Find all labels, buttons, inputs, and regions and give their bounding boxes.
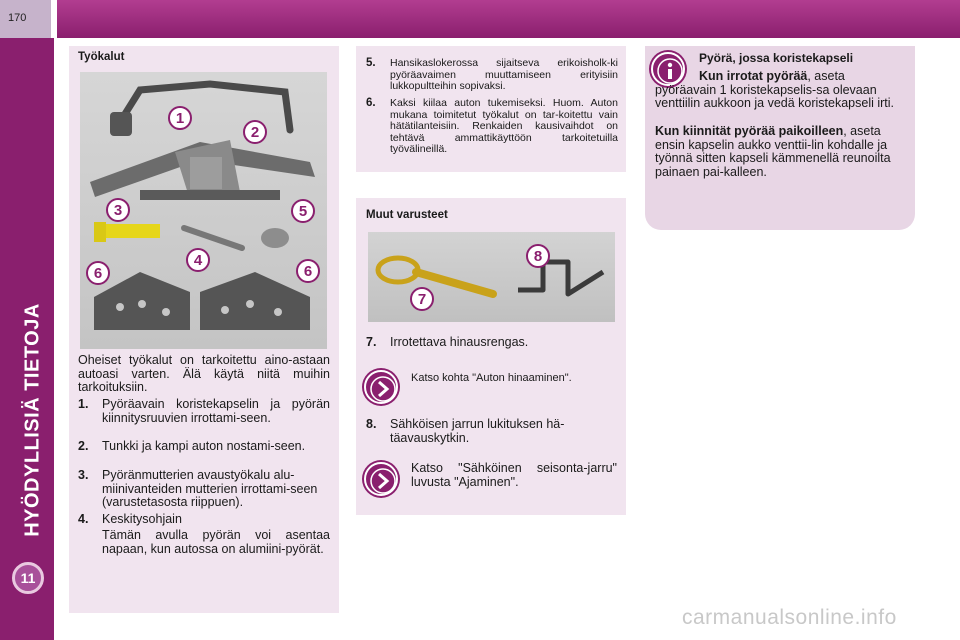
info-title: Pyörä, jossa koristekapseli (699, 51, 854, 65)
top-bar (57, 0, 960, 38)
misc-illustration (368, 232, 615, 322)
tools-item-5 (366, 58, 618, 93)
tools-item-2-text: Tunkki ja kampi auton nostami-seen. (102, 439, 306, 453)
info-p2-bold: Kun kiinnität pyörää paikoilleen (655, 124, 844, 138)
image-label-7: 7 (410, 287, 434, 311)
chapter-badge[interactable] (12, 562, 44, 594)
misc-item-8-num: 8. (366, 417, 377, 431)
tools-heading: Työkalut (78, 51, 125, 63)
tools-item-2-num: 2. (78, 439, 89, 453)
info-p1-bold: Kun irrotat pyörää (699, 69, 808, 83)
info-p1-text: , aseta pyöräavain 1 koristekapselis-sa olevaan venttiilin aukkoon ja vedä koristekapseli irti. (655, 69, 895, 110)
misc-heading: Muut varusteet (366, 209, 448, 221)
page-number: 170 (8, 12, 27, 24)
misc-item-8 (366, 418, 618, 445)
chapter-number: 11 (20, 570, 36, 586)
misc-item-8-text: Sähköisen jarrun lukituksen hä-täavauskytkin. (390, 417, 565, 445)
tools-item-4-text: Keskitysohjain (102, 512, 182, 526)
tools-item-1-num: 1. (78, 397, 89, 411)
tools-item-6 (366, 98, 618, 156)
tools-item-1-text: Pyöräavain koristekapselin ja pyörän kiinnitysruuvien irrottami-seen. (102, 397, 330, 425)
info-paragraph-2 (655, 125, 907, 179)
image-label-8: 8 (526, 244, 550, 268)
image-label-2: 2 (243, 120, 267, 144)
image-label-3: 3 (106, 198, 130, 222)
image-label-5: 5 (291, 199, 315, 223)
tools-intro: Oheiset työkalut on tarkoitettu aino-astaan autoasi varten. Älä käytä niitä muihin tarkoituksiin. (78, 353, 330, 394)
image-label-6a: 6 (86, 261, 110, 285)
tools-item-2 (78, 440, 330, 454)
tools-item-5-text: Hansikaslokerossa sijaitseva erikoisholk-ki pyöräavaimen muuttamiseen erityisiin lukkopultteihin sopivaksi. (390, 57, 618, 92)
reference-icon-7[interactable] (364, 370, 398, 404)
watermark: carmanualsonline.info (682, 606, 897, 629)
tools-item-6-text: Kaksi kiilaa auton tukemiseksi. Huom. Auton mukana toimitetut työkalut on tar-koitettu vain hätätilanteisiin. Renkaiden kausivaihdot on tehtävä ammattikäyttöön tarkoitetuilla työvälineillä. (390, 97, 618, 155)
chevron-right-icon (366, 372, 400, 406)
misc-item-8-reference: Katso "Sähköinen seisonta-jarru" luvusta "Ajaminen". (411, 461, 617, 489)
tools-item-4-num: 4. (78, 512, 89, 526)
tools-item-3-num: 3. (78, 468, 89, 482)
tools-item-6-num: 6. (366, 97, 376, 109)
image-label-6b: 6 (296, 259, 320, 283)
tools-item-3 (78, 469, 330, 510)
info-p2-text: , aseta ensin kapselin aukko venttii-lin kohdalle ja työnnä sitten kapseli kämmenellä reunoilta painaen pai-kalleen. (655, 124, 891, 179)
info-paragraph-1 (655, 70, 907, 111)
misc-item-7-text: Irrotettava hinausrengas. (390, 335, 529, 349)
tools-item-4 (78, 513, 330, 527)
page-number-box (0, 0, 54, 38)
tools-item-3-text: Pyöränmutterien avaustyökalu alu-miinivanteiden mutterien irrottami-seen (varustetasosta riippuen). (102, 468, 318, 509)
misc-item-7 (366, 336, 618, 350)
tools-item-1 (78, 398, 330, 425)
tools-item-5-num: 5. (366, 57, 376, 69)
misc-item-7-num: 7. (366, 335, 377, 349)
section-title: HYÖDYLLISIÄ TIETOJA (21, 303, 44, 537)
chevron-right-icon (366, 464, 400, 498)
image-label-1: 1 (168, 106, 192, 130)
misc-photo (368, 232, 615, 322)
misc-item-7-reference: Katso kohta "Auton hinaaminen". (411, 372, 572, 384)
reference-icon-8[interactable] (364, 462, 398, 496)
image-label-4: 4 (186, 248, 210, 272)
tools-item-4-note: Tämän avulla pyörän voi asentaa napaan, kun autossa on alumiini-pyörät. (102, 528, 330, 556)
